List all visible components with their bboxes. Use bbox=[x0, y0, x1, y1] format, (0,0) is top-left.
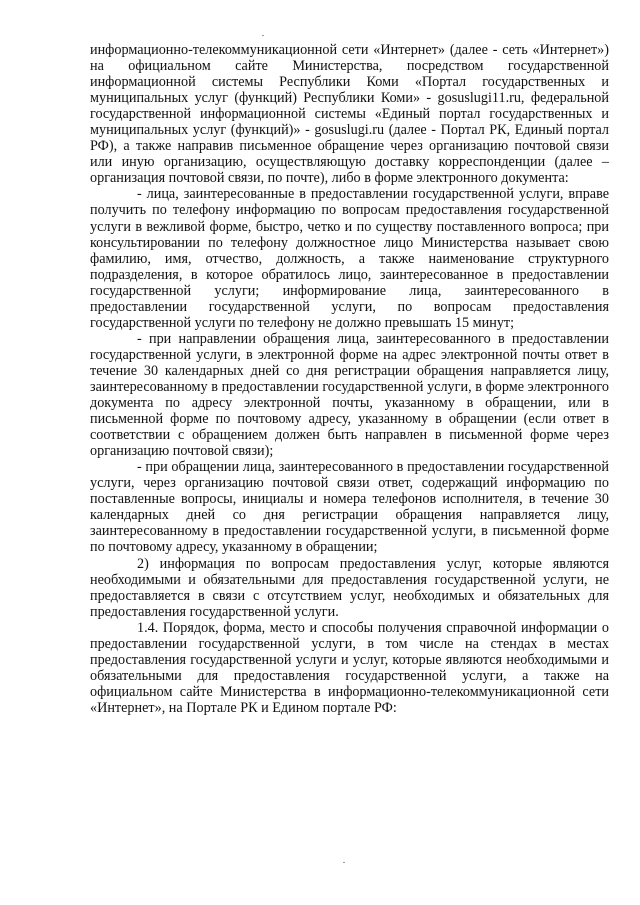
paragraph-email-info: - при направлении обращения лица, заинтересованного в предоставлении государственной услуги, в электронной форме на адрес электронной почты ответ в течение 30 календарных дней со дня регистрации обращения направляется лицу, заинтересованному в предоставлении государственной услуги, в форме электронного документа по адресу электронной почты, указанному в обращении, или в письменной форме по почтовому адресу, указанному в обращении (если ответ в соответствии с обращением должен быть направлен в письменной форме через организацию почтовой связи); bbox=[90, 330, 609, 460]
paragraph-continuation: информационно-телекоммуникационной сети «Интернет» (далее - сеть «Интернет») на официальном сайте Министерства, посредством государственной информационной системы Республики Коми «Портал государственных и муниципальных услуг (функций) Республики Коми» - gosuslugi11.ru, федеральной государственной информационной системы «Единый портал государственных и муниципальных услуг (функций)» - gosuslugi.ru (далее - Портал РК, Единый портал РФ), а также направив письменное обращение через организацию почтовой связи или иную организацию, осуществляющую доставку корреспонденции (далее – организация почтовой связи, по почте), либо в форме электронного документа: bbox=[90, 42, 609, 187]
scan-speck bbox=[262, 35, 264, 36]
document-text bbox=[90, 42, 609, 716]
paragraph-phone-info: - лица, заинтересованные в предоставлении государственной услуги, вправе получить по телефону информацию по вопросам предоставления государственной услуги в вежливой форме, быстро, четко и по существу поставленного вопроса; при консультировании по телефону должностное лицо Министерства называет свою фамилию, имя, отчество, должность, а также наименование структурного подразделения, в которое обратилось лицо, заинтересованное в предоставлении государственной услуги; информирование лица, заинтересованного в предоставлении государственной услуги, по вопросам предоставления государственной услуги по телефону не должно превышать 15 минут; bbox=[90, 186, 609, 331]
paragraph-item-2: 2) информация по вопросам предоставления услуг, которые являются необходимыми и обязательными для предоставления государственной услуги, не предоставляется в связи с отсутствием услуг, необходимых и обязательных для предоставления государственной услуги. bbox=[90, 555, 609, 620]
scan-speck bbox=[343, 862, 345, 863]
paragraph-postal-info: - при обращении лица, заинтересованного в предоставлении государственной услуги, через организацию почтовой связи ответ, содержащий информацию по поставленные вопросы, инициалы и номера телефонов исполнителя, в течение 30 календарных дней со дня регистрации обращения направляется лицу, заинтересованному в предоставлении государственной услуги, в письменной форме по почтовому адресу, указанному в обращении; bbox=[90, 459, 609, 556]
paragraph-section-1-4: 1.4. Порядок, форма, место и способы получения справочной информации о предоставлении государственной услуги, в том числе на стендах в местах предоставления государственной услуги и услуг, которые являются необходимыми и обязательными для предоставления государственной услуги, а также на официальном сайте Министерства в информационно-телекоммуникационной сети «Интернет», на Портале РК и Едином портале РФ: bbox=[90, 619, 609, 716]
